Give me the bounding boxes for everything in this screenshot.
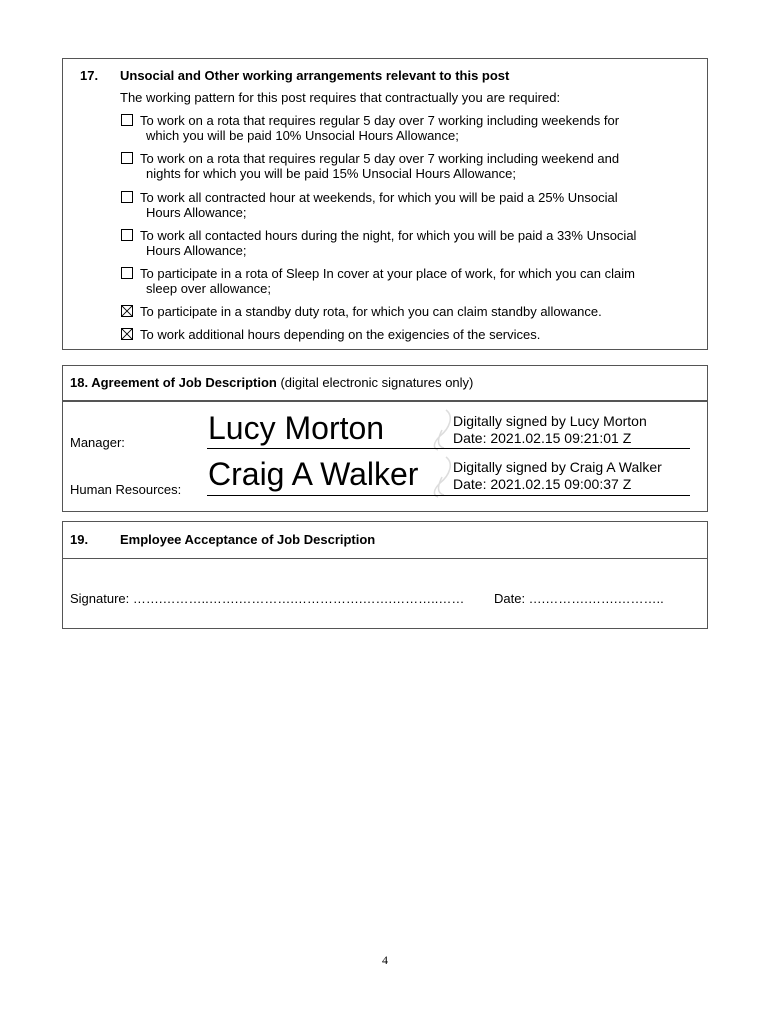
hr-label: Human Resources: bbox=[70, 482, 182, 497]
hr-signature: Craig A Walker bbox=[208, 456, 419, 492]
checkbox[interactable] bbox=[121, 114, 133, 126]
option-weekends-10 bbox=[121, 113, 691, 143]
option-sleep-in bbox=[121, 266, 691, 296]
page-number: 4 bbox=[382, 953, 388, 967]
option-additional-hours bbox=[121, 327, 691, 342]
manager-signature: Lucy Morton bbox=[208, 410, 385, 446]
checkbox[interactable] bbox=[121, 229, 133, 241]
employee-date-field[interactable]: Date: ….……….…….……….. bbox=[494, 591, 664, 606]
checkbox[interactable] bbox=[121, 267, 133, 279]
employee-signature-field[interactable]: Signature: …….………..…….………….…………….…….………..…… bbox=[70, 591, 465, 606]
checkbox[interactable] bbox=[121, 152, 133, 164]
section-19-title: Employee Acceptance of Job Description bbox=[120, 532, 376, 547]
option-line1: To participate in a standby duty rota, for which you can claim standby allowance. bbox=[140, 304, 602, 319]
option-line2: which you will be paid 10% Unsocial Hours Allowance; bbox=[146, 128, 459, 143]
option-weekend-25 bbox=[121, 190, 691, 220]
section-18-title-bold: 18. Agreement of Job Description bbox=[70, 375, 277, 390]
option-line1: To work on a rota that requires regular 5 day over 7 working including weekends for bbox=[140, 113, 620, 128]
section-17-intro: The working pattern for this post requires that contractually you are required: bbox=[120, 90, 561, 105]
section-18-title bbox=[70, 375, 473, 390]
hr-digitally-signed: Digitally signed by Craig A Walker bbox=[453, 459, 662, 475]
hr-signed-date: Date: 2021.02.15 09:00:37 Z bbox=[453, 476, 632, 492]
option-line2: Hours Allowance; bbox=[146, 243, 247, 258]
option-line2: nights for which you will be paid 15% Unsocial Hours Allowance; bbox=[146, 166, 516, 181]
manager-signature-line bbox=[207, 448, 690, 449]
checkbox-checked[interactable] bbox=[121, 305, 133, 317]
section-19-number: 19. bbox=[70, 532, 89, 547]
check-x-icon bbox=[122, 306, 132, 316]
hr-signature-line bbox=[207, 495, 690, 496]
section-17-number: 17. bbox=[80, 68, 99, 83]
option-line2: sleep over allowance; bbox=[146, 281, 272, 296]
check-x-icon bbox=[122, 329, 132, 339]
option-line1: To work additional hours depending on the exigencies of the services. bbox=[140, 327, 541, 342]
section-18-title-rest: (digital electronic signatures only) bbox=[276, 375, 474, 390]
checkbox-checked[interactable] bbox=[121, 328, 133, 340]
manager-digitally-signed: Digitally signed by Lucy Morton bbox=[453, 413, 647, 429]
option-night-33 bbox=[121, 228, 691, 258]
option-line1: To work on a rota that requires regular 5 day over 7 working including weekend and bbox=[140, 151, 620, 166]
option-nights-15 bbox=[121, 151, 691, 181]
option-line1: To work all contacted hours during the night, for which you will be paid a 33% Unsocial bbox=[140, 228, 637, 243]
section-17-title: Unsocial and Other working arrangements relevant to this post bbox=[120, 68, 510, 83]
manager-label: Manager: bbox=[70, 435, 125, 450]
checkbox[interactable] bbox=[121, 191, 133, 203]
manager-signed-date: Date: 2021.02.15 09:21:01 Z bbox=[453, 430, 632, 446]
option-line2: Hours Allowance; bbox=[146, 205, 247, 220]
option-standby bbox=[121, 304, 691, 319]
option-line1: To participate in a rota of Sleep In cover at your place of work, for which you can claim bbox=[140, 266, 635, 281]
option-line1: To work all contracted hour at weekends, for which you will be paid a 25% Unsocial bbox=[140, 190, 618, 205]
